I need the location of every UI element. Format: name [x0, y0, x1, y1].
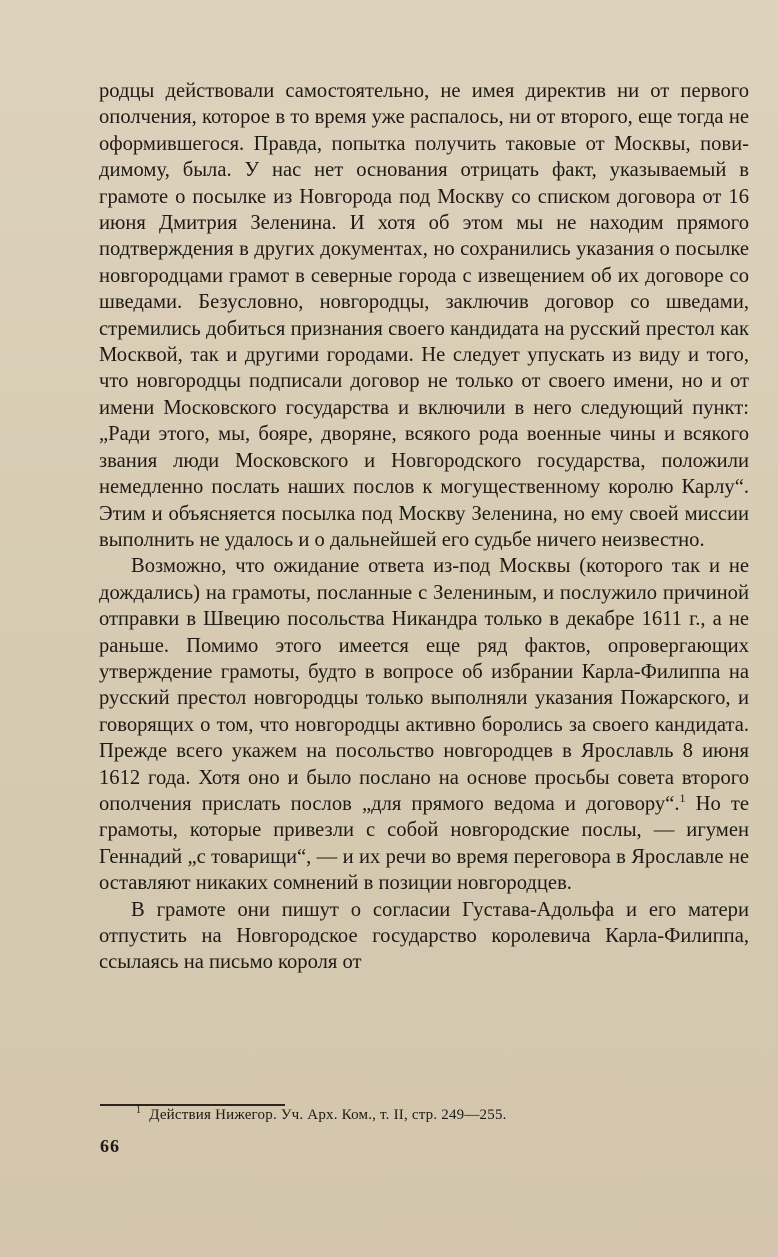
body-text — [99, 78, 749, 976]
paragraph-3 — [99, 897, 749, 976]
paragraph-2-text-end: Но те грамоты, которые привезли с собой новгородские послы, — игумен Геннадий „с товарищи“, — и их речи во время переговора в Ярославле не оставляют никаких сомнений в позиции новгородцев. — [99, 792, 749, 895]
paragraph-2-text-start: Возможно, что ожидание ответа из-под Москвы (которого так и не дождались) на грамоты, посланные с Зелениным, и послужило причиной отправки в Швецию посольства Никандра только в декабре 1611 г., а не раньше. Помимо этого имеется еще ряд фактов, опровергающих утверждение грамоты, будто в вопросе об избрании Карла-Филиппа на русский престол новгородцы только выполняли указания Пожарского, и говорящих о том, что новгородцы активно боролись за своего кандидата. Прежде всего укажем на посольство новгородцев в Ярославль 8 июня 1612 года. Хотя оно и было послано на основе просьбы совета второго ополчения прислать послов „для прямого ведома и договору“. — [99, 555, 749, 815]
footnote-marker: 1 — [136, 1105, 142, 1116]
paragraph-3-text: В грамоте они пишут о согласии Густава-Адольфа и его матери отпустить на Новгородское государство королевича Карла-Филиппа, ссылаясь на письмо короля от — [99, 898, 749, 974]
footnote-text: Действия Нижегор. Уч. Арх. Ком., т. II, стр. 249—255. — [149, 1107, 507, 1123]
footnote — [136, 1101, 736, 1125]
footnote-reference: 1 — [679, 791, 686, 806]
paragraph-1-text: родцы действовали самостоятельно, не имея директив ни от первого ополчения, которое в то время уже распалось, ни от второго, еще тогда не оформившегося. Правда, попытка получить таковые от Москвы, повидимому, была. У нас нет основания отрицать факт, указываемый в грамоте о посылке из Новгорода под Москву со списком договора от 16 июня Дмитрия Зеленина. И хотя об этом мы не находим прямого подтверждения в других документах, но сохранились указания о посылке новгородцами грамот в северные города с извещением об их договоре со шведами. Безусловно, новгородцы, заключив договор со шведами, стремились добиться признания своего кандидата на русский престол как Москвой, так и другими городами. Не следует упускать из виду и того, что новгородцы подписали договор не только от своего имени, но и от имени Московского государства и включили в него следующий пункт: „Ради этого, мы, бояре, дворяне, всякого рода военные чины и всякого звания люди Московского и Новгородского государства, положили немедленно послать наших послов к могущественному королю Карлу“. Этим и объясняется посылка под Москву Зеленина, но ему своей миссии выполнить не удалось и о дальнейшей его судьбе ничего неизвестно. — [99, 80, 749, 551]
paragraph-2 — [99, 553, 749, 896]
paragraph-1 — [99, 78, 749, 553]
page-number: 66 — [100, 1136, 120, 1156]
